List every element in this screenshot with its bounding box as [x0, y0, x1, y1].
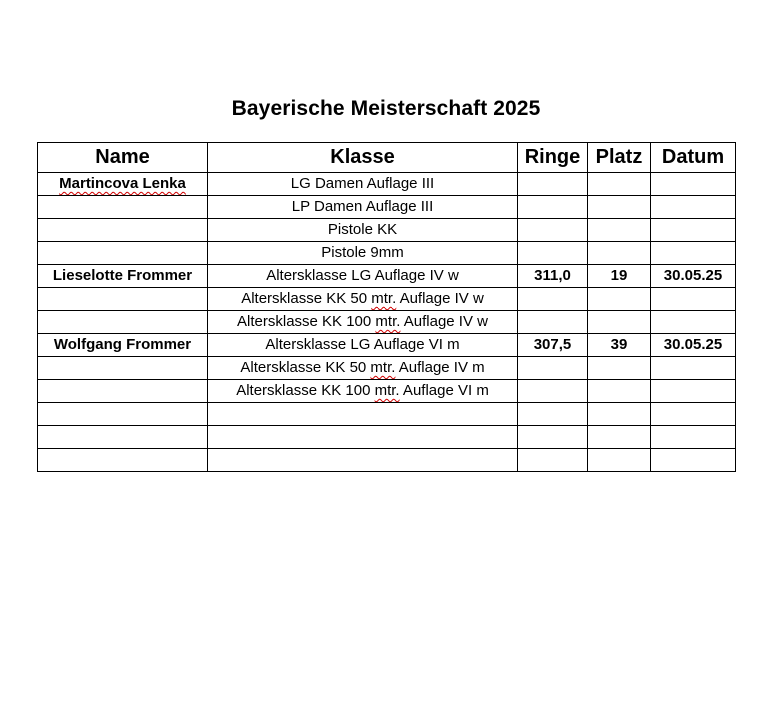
table-row: [38, 426, 736, 449]
cell-datum: [651, 403, 736, 426]
cell-ringe: [518, 242, 588, 265]
cell-klasse: [208, 403, 518, 426]
cell-datum: [651, 288, 736, 311]
cell-name: [38, 288, 208, 311]
header-klasse: Klasse: [208, 143, 518, 173]
cell-datum: [651, 219, 736, 242]
cell-klasse: LG Damen Auflage III: [208, 173, 518, 196]
cell-ringe: 307,5: [518, 334, 588, 357]
table-row: [38, 380, 736, 403]
cell-klasse: Altersklasse LG Auflage VI m: [208, 334, 518, 357]
cell-ringe: [518, 311, 588, 334]
cell-platz: [588, 173, 651, 196]
cell-name: [38, 403, 208, 426]
cell-platz: [588, 403, 651, 426]
cell-name: Wolfgang Frommer: [38, 334, 208, 357]
results-table: [37, 142, 736, 472]
cell-klasse: [208, 311, 518, 334]
cell-ringe: [518, 403, 588, 426]
cell-platz: 39: [588, 334, 651, 357]
cell-ringe: [518, 380, 588, 403]
spellcheck-word: mtr.: [375, 313, 401, 330]
cell-name: [38, 173, 208, 196]
cell-platz: [588, 449, 651, 472]
table-row: [38, 357, 736, 380]
table-row: [38, 242, 736, 265]
cell-platz: [588, 357, 651, 380]
cell-klasse: Pistole KK: [208, 219, 518, 242]
table-row: [38, 403, 736, 426]
cell-ringe: [518, 196, 588, 219]
cell-platz: [588, 380, 651, 403]
cell-name: Lieselotte Frommer: [38, 265, 208, 288]
cell-klasse: Altersklasse LG Auflage IV w: [208, 265, 518, 288]
cell-name: [38, 311, 208, 334]
cell-platz: [588, 426, 651, 449]
cell-ringe: [518, 357, 588, 380]
header-ringe: Ringe: [518, 143, 588, 173]
cell-ringe: [518, 426, 588, 449]
cell-name: [38, 196, 208, 219]
spellcheck-word: mtr.: [374, 382, 400, 399]
cell-datum: [651, 357, 736, 380]
cell-name: [38, 357, 208, 380]
table-row: [38, 334, 736, 357]
header-datum: Datum: [651, 143, 736, 173]
name-text: Martincova Lenka: [59, 175, 186, 192]
cell-klasse: [208, 357, 518, 380]
table-row: [38, 265, 736, 288]
klasse-text: Altersklasse KK 100: [236, 382, 375, 399]
cell-datum: 30.05.25: [651, 334, 736, 357]
klasse-text: Altersklasse KK 100: [237, 313, 376, 330]
cell-name: [38, 426, 208, 449]
cell-datum: [651, 196, 736, 219]
cell-platz: [588, 311, 651, 334]
table-row: [38, 288, 736, 311]
cell-ringe: [518, 173, 588, 196]
table-row: [38, 311, 736, 334]
spellcheck-word: mtr.: [370, 359, 396, 376]
cell-platz: [588, 196, 651, 219]
cell-klasse: [208, 449, 518, 472]
cell-name: [38, 242, 208, 265]
cell-datum: [651, 173, 736, 196]
cell-datum: [651, 449, 736, 472]
spellcheck-word: mtr.: [371, 290, 397, 307]
cell-klasse: Pistole 9mm: [208, 242, 518, 265]
header-platz: Platz: [588, 143, 651, 173]
klasse-text: Auflage VI m: [399, 382, 489, 399]
cell-datum: [651, 426, 736, 449]
table-row: [38, 219, 736, 242]
klasse-text: Auflage IV w: [396, 290, 484, 307]
cell-name: [38, 380, 208, 403]
cell-platz: [588, 288, 651, 311]
klasse-text: Auflage IV w: [400, 313, 488, 330]
cell-ringe: [518, 449, 588, 472]
cell-platz: [588, 242, 651, 265]
cell-ringe: [518, 219, 588, 242]
table-row: [38, 449, 736, 472]
cell-klasse: LP Damen Auflage III: [208, 196, 518, 219]
cell-datum: [651, 242, 736, 265]
cell-datum: [651, 380, 736, 403]
cell-platz: [588, 219, 651, 242]
header-row: [38, 143, 736, 173]
cell-platz: 19: [588, 265, 651, 288]
cell-ringe: 311,0: [518, 265, 588, 288]
cell-name: [38, 219, 208, 242]
cell-klasse: [208, 288, 518, 311]
document-title: Bayerische Meisterschaft 2025: [231, 97, 541, 120]
cell-datum: 30.05.25: [651, 265, 736, 288]
cell-klasse: [208, 426, 518, 449]
header-name: Name: [38, 143, 208, 173]
klasse-text: Auflage IV m: [395, 359, 485, 376]
cell-name: [38, 449, 208, 472]
klasse-text: Altersklasse KK 50: [240, 359, 371, 376]
klasse-text: Altersklasse KK 50: [241, 290, 372, 307]
cell-datum: [651, 311, 736, 334]
table-row: [38, 196, 736, 219]
table-row: [38, 173, 736, 196]
cell-ringe: [518, 288, 588, 311]
cell-klasse: [208, 380, 518, 403]
